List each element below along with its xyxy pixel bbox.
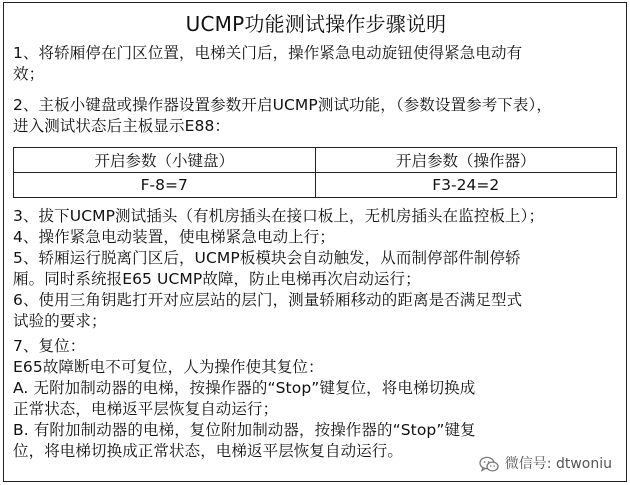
parameter-table [13, 147, 617, 198]
table-header-row [14, 148, 617, 173]
step-1: 1、将轿厢停在门区位置，电梯关门后，操作紧急电动旋钮使得紧急电动有 效； [13, 44, 523, 83]
step-2: 2、主板小键盘或操作器设置参数开启UCMP测试功能，（参数设置参考下表）， 进入测试状态后主板显示E88： [13, 96, 552, 135]
steps-3-to-6: 3、拔下UCMP测试插头（有机房插头在接口板上，无机房插头在监控板上）； 4、操作紧急电动装置，使电梯紧急电动上行； 5、轿厢运行脱离门区后，UCMP板模块会自动触发，从而制停部件制停轿 厢。同时系统报E65 UCMP故障，防止电梯再次启动运行； 6、使用三角钥匙打开对应层站的层门，测量轿厢移动的距离是否满足型式 试验的要求； [13, 207, 545, 330]
table-row [14, 173, 617, 198]
instruction-frame [3, 2, 627, 482]
wechat-watermark [475, 455, 612, 473]
table-cell: F-8=7 [14, 173, 316, 198]
step-7: 7、复位： E65故障断电不可复位，人为操作使其复位： A. 无附加制动器的电梯，按操作器的“Stop”键复位，将电梯切换成 正常状态，电梯返平层恢复自动运行； B. 有附加制动器的电梯，复位附加制动器，按操作器的“Stop”键复 位，将电梯切换成正常状态，电梯返平层恢复自动运行。 [13, 337, 476, 460]
watermark-text: 微信号: dtwoniu [504, 456, 612, 472]
table-cell: F3-24=2 [315, 173, 617, 198]
table-header-cell: 开启参数（操作器） [315, 148, 617, 173]
table-header-cell: 开启参数（小键盘） [14, 148, 316, 173]
document-title: UCMP功能测试操作步骤说明 [185, 12, 447, 36]
wechat-icon [479, 456, 499, 473]
